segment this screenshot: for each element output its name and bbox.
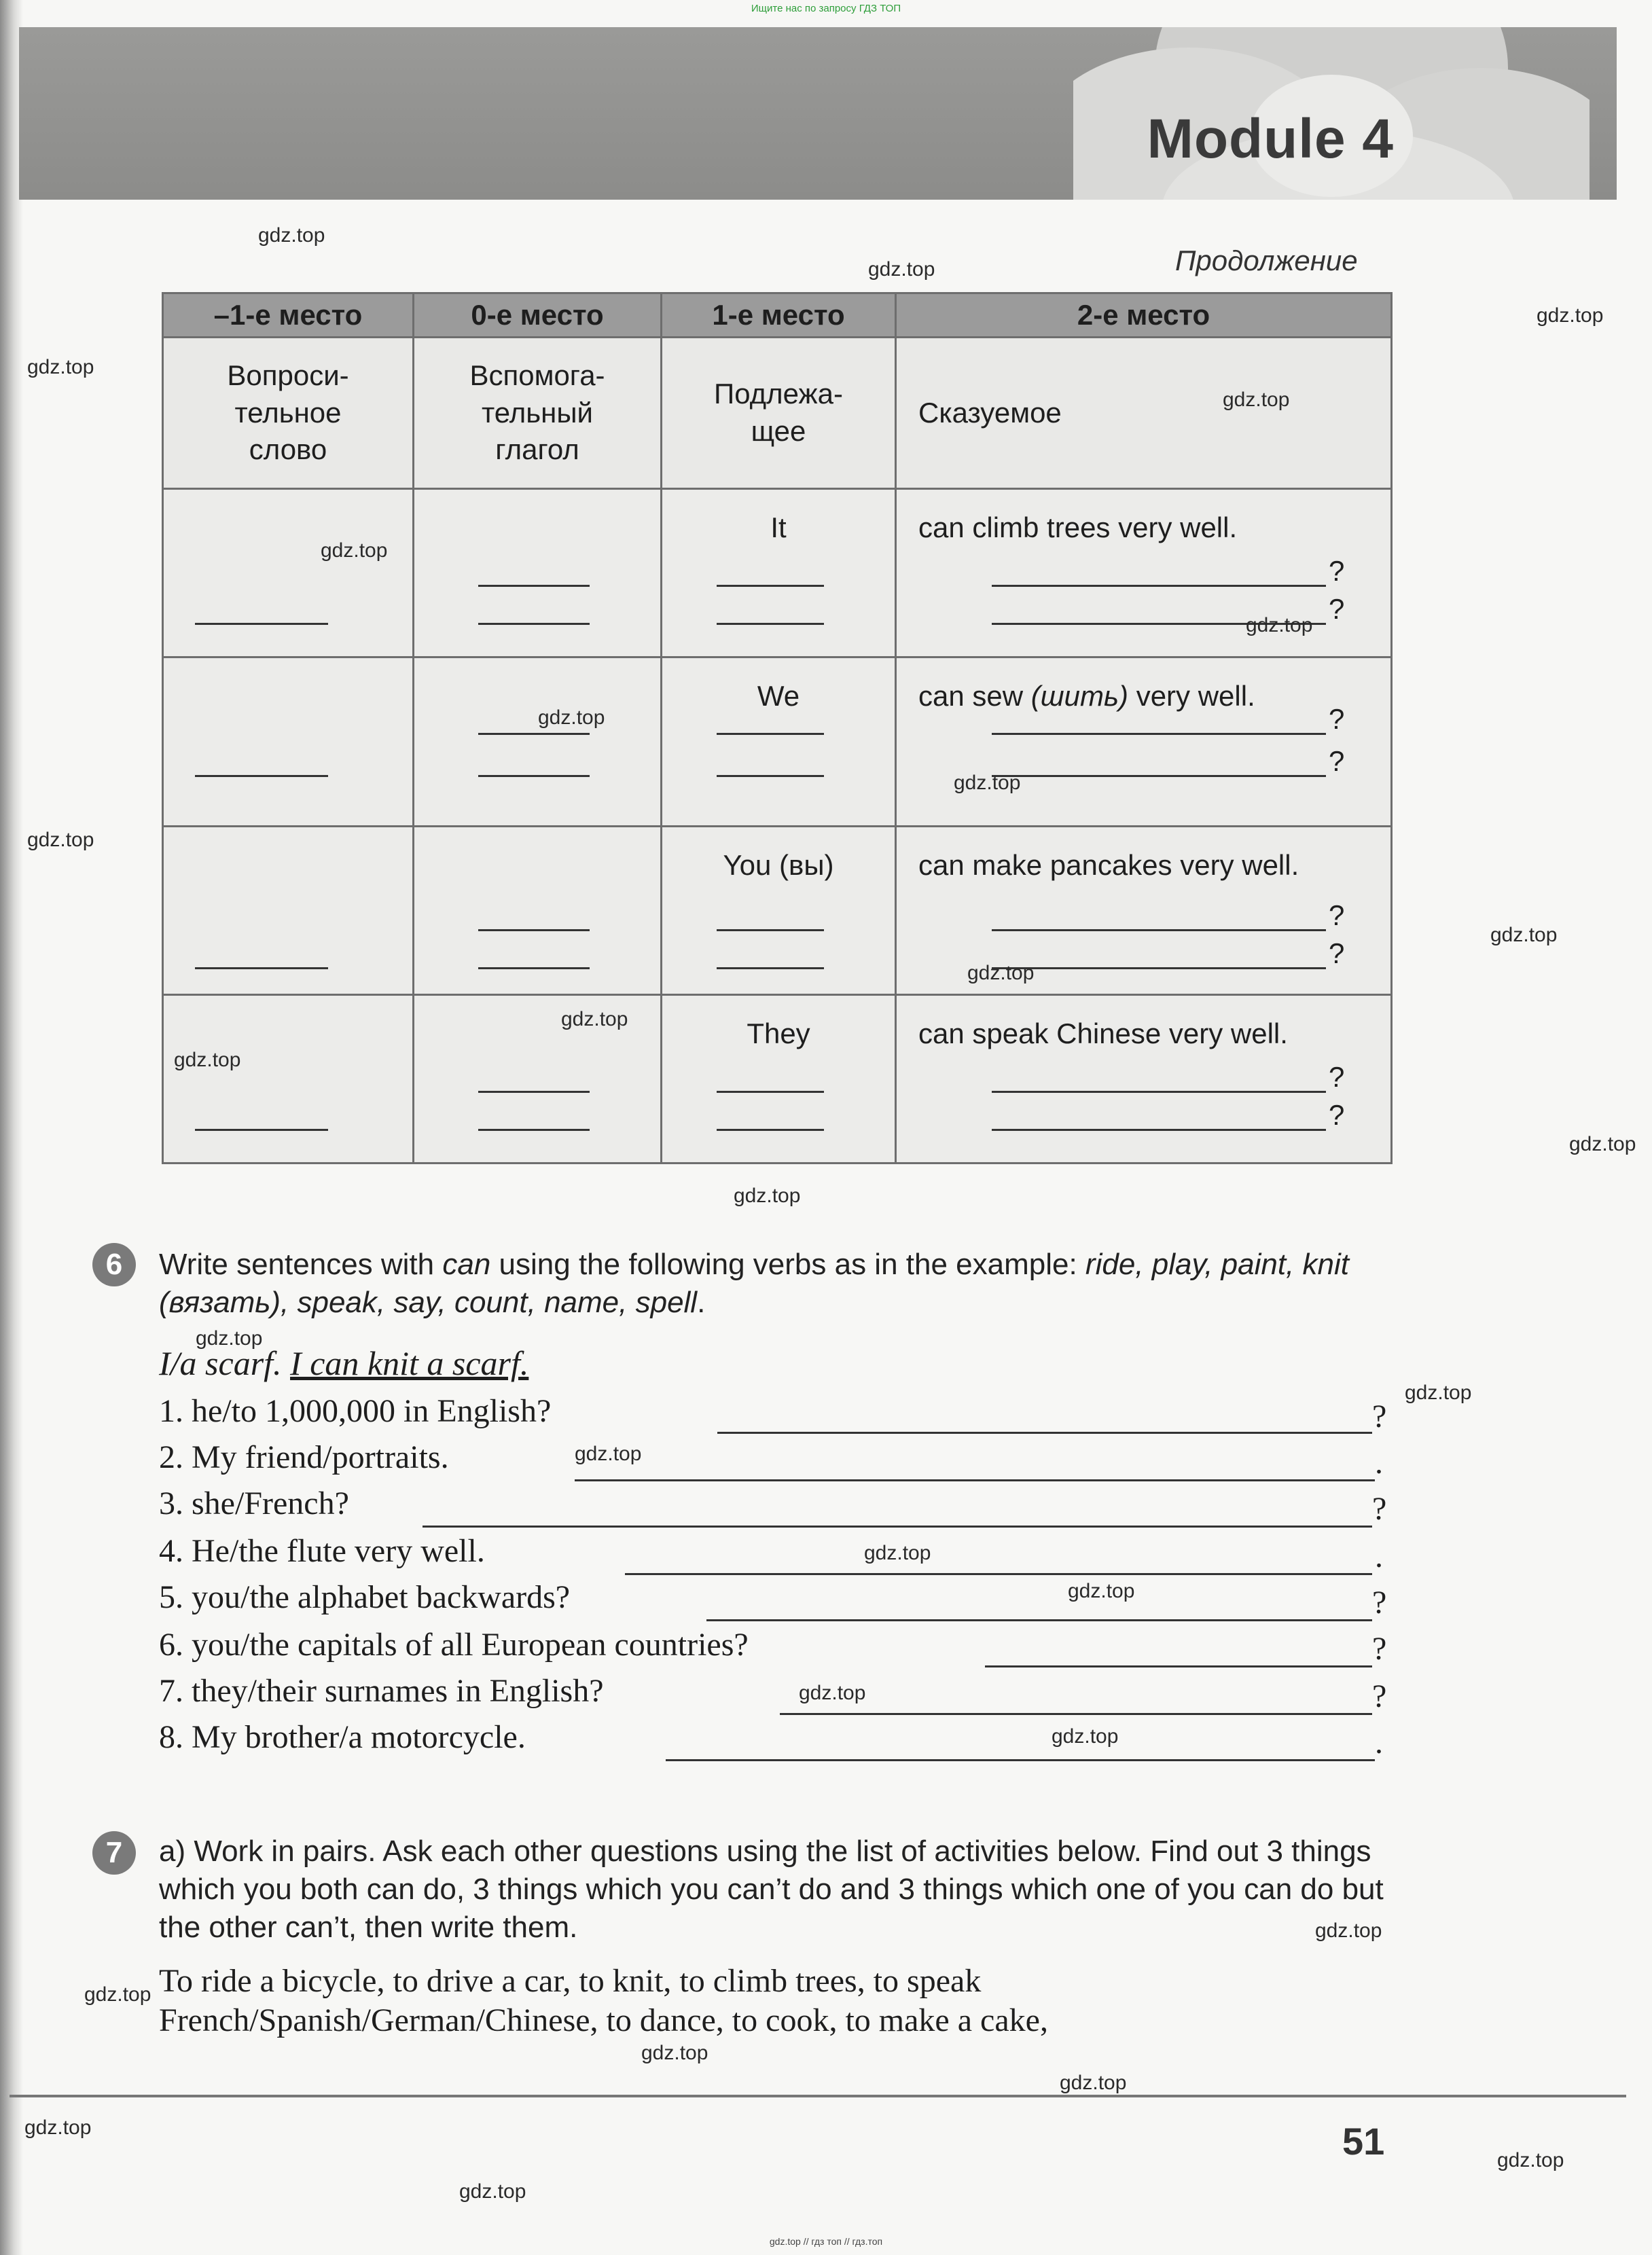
line-end-mark: ? [1372,1399,1387,1435]
watermark: gdz.top [27,829,94,851]
watermark: gdz.top [84,1983,151,2006]
line-end-mark: . [1375,1445,1383,1481]
header-cell: 0-е место [414,293,662,338]
blank-line[interactable] [717,775,824,777]
exercise-6-instruction: Write sentences with can using the following verbs as in the example: ride, play, paint, knit (вязать), speak, say, count, name, spell. [159,1248,1349,1319]
question-mark: ? [1329,745,1345,778]
line-end-mark: ? [1372,1585,1387,1621]
watermark: gdz.top [459,2180,526,2203]
footer-divider [10,2095,1626,2097]
exercise-6-number: 6 [92,1243,136,1286]
exercise-6-example: I/a scarf. I can knit a scarf. [159,1344,529,1382]
blank-line[interactable] [717,929,824,931]
subject-text: They [747,1017,810,1049]
answer-line[interactable] [985,1665,1372,1667]
watermark: gdz.top [1246,614,1313,636]
watermark: gdz.top [967,962,1035,984]
word-order-table [162,292,1393,1164]
question-mark: ? [1329,1060,1345,1093]
watermark: gdz.top [1497,2149,1564,2171]
task-item: 2. My friend/portraits. [159,1439,449,1475]
question-mark: ? [1329,899,1345,931]
exercise-7-number: 7 [92,1831,136,1875]
auxiliary-cell [414,489,662,657]
watermark: gdz.top [174,1049,241,1071]
answer-line[interactable] [625,1573,1372,1575]
question-mark: ? [1329,593,1345,626]
question-word-cell [163,657,414,826]
watermark: gdz.top [1068,1580,1135,1602]
watermark: gdz.top [538,706,605,729]
predicate-text: can climb trees very well. [918,511,1238,544]
watermark: gdz.top [258,224,325,247]
watermark: gdz.top [27,356,94,378]
predicate-cell [896,657,1392,826]
blank-line[interactable] [717,1129,824,1131]
blank-line[interactable] [478,623,590,625]
task-item: 5. you/the alphabet backwards? [159,1579,571,1615]
header-cell: 2-е место [896,293,1392,338]
task-item: 1. he/to 1,000,000 in English? [159,1393,552,1429]
line-end-mark: ? [1372,1491,1387,1527]
watermark: gdz.top [575,1443,642,1465]
page-binding-shadow [0,0,23,2255]
blank-line[interactable] [992,585,1326,587]
predicate-cell [896,489,1392,657]
role-cell: Сказуемое [896,338,1392,489]
answer-line[interactable] [575,1479,1375,1481]
blank-line[interactable] [478,1129,590,1131]
watermark: gdz.top [868,258,935,281]
table-row [163,826,1392,994]
auxiliary-cell [414,826,662,994]
watermark: gdz.top [1569,1133,1636,1155]
blank-line[interactable] [717,967,824,969]
task-item: 8. My brother/a motorcycle. [159,1719,526,1755]
continuation-label: Продолжение [1175,245,1358,276]
question-mark: ? [1329,937,1345,969]
answer-line[interactable] [780,1713,1372,1715]
task-item: 3. she/French? [159,1485,349,1521]
watermark: gdz.top [734,1185,801,1207]
table-row [163,489,1392,657]
header-cell: 1-е место [662,293,896,338]
blank-line[interactable] [195,623,328,625]
question-mark: ? [1329,555,1345,588]
watermark: gdz.top [24,2116,92,2139]
blank-line[interactable] [992,733,1326,735]
watermark: gdz.top [196,1327,263,1350]
predicate-text: can sew (шить) very well. [918,680,1255,712]
exercise-7-activities: To ride a bicycle, to drive a car, to knit, to climb trees, to speak French/Spanish/German/Chinese, to dance, to cook, to make a cake, [159,1963,1048,2038]
line-end-mark: . [1375,1725,1383,1761]
blank-line[interactable] [992,929,1326,931]
line-end-mark: . [1375,1538,1383,1574]
predicate-cell [896,994,1392,1163]
table-role-row [163,338,1392,489]
blank-line[interactable] [478,585,590,587]
question-word-cell [163,826,414,994]
blank-line[interactable] [478,929,590,931]
watermark: gdz.top [864,1542,931,1564]
subject-text: You (вы) [723,848,834,881]
watermark: gdz.top [1223,389,1290,411]
question-word-cell [163,994,414,1163]
role-cell: Подлежа- щее [662,338,896,489]
watermark: gdz.top [641,2042,708,2064]
watermark: gdz.top [799,1682,866,1704]
top-note: Ищите нас по запросу ГДЗ ТОП [751,3,901,14]
watermark: gdz.top [1052,1725,1119,1748]
table-row [163,994,1392,1163]
blank-line[interactable] [717,623,824,625]
watermark: gdz.top [1060,2072,1127,2094]
predicate-text: can speak Chinese very well. [918,1017,1288,1049]
subject-cell [662,657,896,826]
subject-text: We [757,680,800,712]
watermark: gdz.top [321,539,388,562]
question-mark: ? [1329,1098,1345,1131]
subject-text: It [770,511,787,544]
subject-cell [662,489,896,657]
blank-line[interactable] [478,967,590,969]
blank-line[interactable] [195,967,328,969]
task-item: 4. He/the flute very well. [159,1533,485,1569]
blank-line[interactable] [195,775,328,777]
blank-line[interactable] [478,733,590,735]
blank-line[interactable] [717,1091,824,1093]
blank-line[interactable] [478,1091,590,1093]
watermark: gdz.top [954,772,1021,794]
task-item: 7. they/their surnames in English? [159,1673,604,1709]
watermark: gdz.top [1490,924,1558,946]
table-row [163,657,1392,826]
blank-line[interactable] [195,1129,328,1131]
watermark: gdz.top [561,1008,628,1030]
blank-line[interactable] [992,1091,1326,1093]
watermark: gdz.top [1537,304,1604,327]
blank-line[interactable] [717,585,824,587]
role-cell: Вопроси- тельное слово [163,338,414,489]
blank-line[interactable] [717,733,824,735]
page-number: 51 [1342,2120,1385,2163]
blank-line[interactable] [992,1129,1326,1131]
task-item: 6. you/the capitals of all European countries? [159,1627,749,1663]
question-word-cell [163,489,414,657]
answer-line[interactable] [717,1432,1372,1434]
auxiliary-cell [414,657,662,826]
module-title: Module 4 [1147,108,1394,170]
line-end-mark: ? [1372,1678,1387,1714]
question-mark: ? [1329,703,1345,736]
blank-line[interactable] [992,775,1326,777]
bottom-note: gdz.top // гдз топ // гдз.топ [769,2236,883,2247]
predicate-text: can make pancakes very well. [918,848,1299,881]
header-cell: –1-е место [163,293,414,338]
exercise-7-instruction: a) Work in pairs. Ask each other questions using the list of activities below. Find out 3 things which you both can do, 3 things which you can’t do and 3 things which one of you can do but the other can’t, then write them. [159,1835,1384,1944]
subject-cell [662,994,896,1163]
answer-line[interactable] [706,1619,1372,1621]
watermark: gdz.top [1405,1382,1472,1404]
subject-cell [662,826,896,994]
blank-line[interactable] [992,967,1326,969]
blank-line[interactable] [478,775,590,777]
line-end-mark: ? [1372,1631,1387,1667]
watermark: gdz.top [1315,1919,1382,1942]
answer-line[interactable] [666,1759,1375,1761]
table-header-row [163,293,1392,338]
answer-line[interactable] [423,1526,1372,1528]
role-cell: Вспомога- тельный глагол [414,338,662,489]
